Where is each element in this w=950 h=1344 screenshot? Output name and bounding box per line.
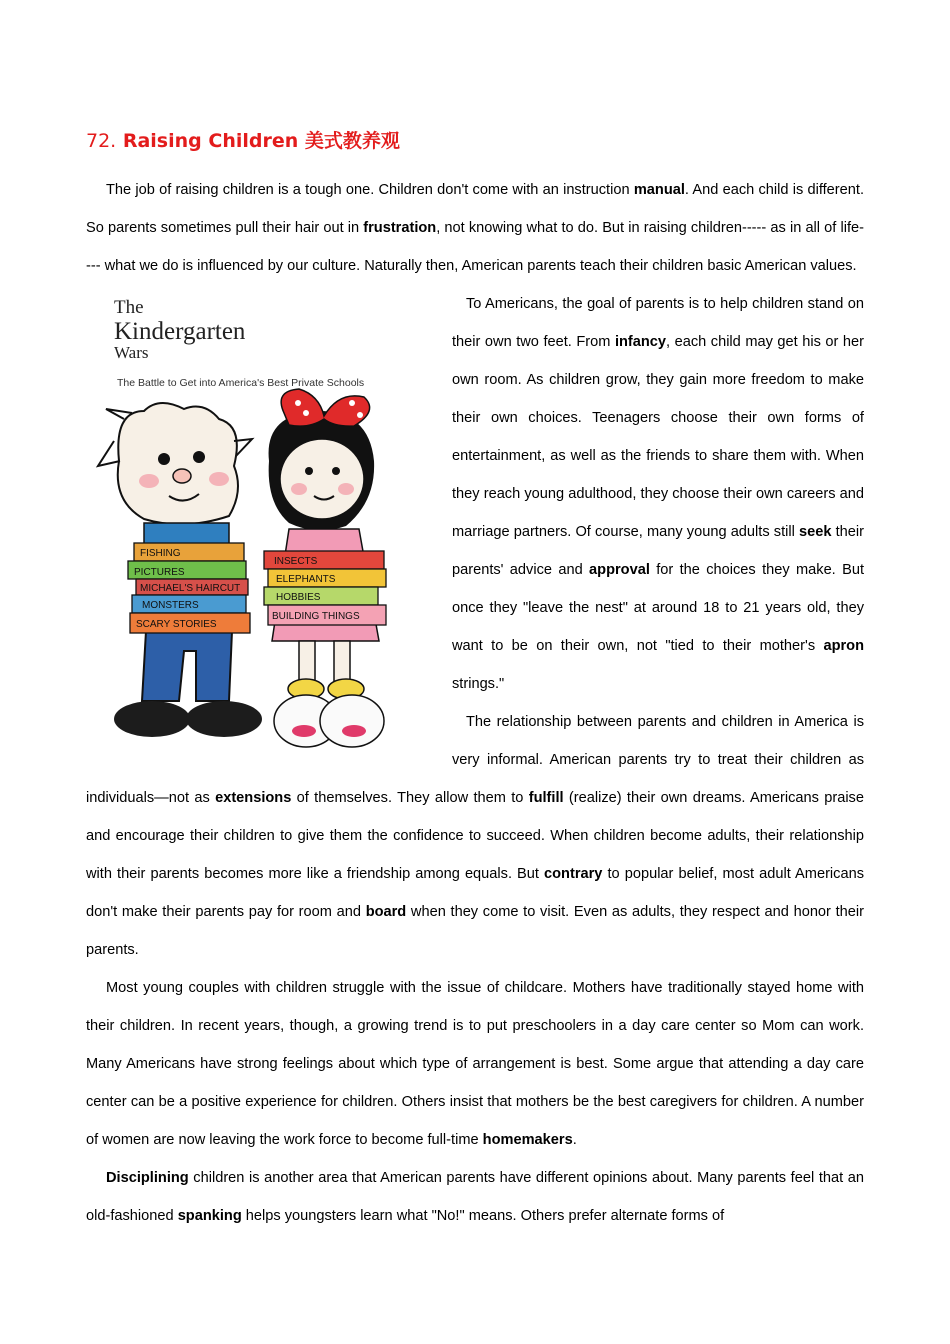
article-body <box>86 171 864 1235</box>
p2-text-g: for the choices they make. But once they "leave the nest" at around 18 to 21 years old, they want to be on their own, not "tied to their mother's <box>452 562 864 654</box>
p2-text-c: , each child may get his or her own room. As children grow, they gain more freedom to make their own choices. Teenagers choose their own forms of entertainment, as well as the friends to share them with. When they reach young adulthood, they choose their own careers and marriage partners. Of course, many young adults still <box>452 334 864 540</box>
p1-text-e: , not knowing what to do. But in raising children----- as in all of life---- what we do is influenced by our culture. Naturally then, American parents teach their children basic American values. <box>86 220 864 274</box>
book-subtitle: The Battle to Get into America's Best Private Schools <box>117 377 365 389</box>
keyword-seek: seek <box>798 524 832 540</box>
girl-book-stack <box>264 551 386 625</box>
p1-text-c: . And each child is different. So parents sometimes pull their hair out in <box>86 182 864 236</box>
p5-text-d: helps youngsters learn what "No!" means. Others prefer alternate forms of <box>241 1208 725 1224</box>
book-fishing: FISHING <box>140 548 181 559</box>
keyword-disciplining: Disciplining <box>106 1170 189 1186</box>
keyword-approval: approval <box>589 562 650 578</box>
paragraph-4 <box>86 969 864 1159</box>
keyword-manual: manual <box>633 182 685 198</box>
p3-text-g: to popular belief, most adult Americans don't make their parents pay for room and <box>86 866 864 920</box>
boy-book-stack <box>128 543 250 633</box>
book-title-line-3: Wars <box>114 343 149 362</box>
title-number: 72. <box>86 130 117 152</box>
book-pictures: PICTURES <box>134 567 185 578</box>
keyword-contrary: contrary <box>544 866 603 882</box>
book-hobbies: HOBBIES <box>276 592 321 603</box>
keyword-board: board <box>365 904 407 920</box>
title-text: Raising Children 美式教养观 <box>122 130 400 152</box>
p4-text-c: . <box>572 1132 577 1148</box>
page-title <box>86 126 400 153</box>
p2-text-a: To Americans, the goal of parents is to help children stand on their own two feet. From <box>452 296 864 350</box>
p1-text-a: The job of raising children is a tough one. Children don't come with an instruction <box>106 182 634 198</box>
book-monsters: MONSTERS <box>142 600 199 611</box>
p3-text-i: when they come to visit. Even as adults, they respect and honor their parents. <box>86 904 864 958</box>
p2-text-e: their parents' advice and <box>452 524 864 578</box>
paragraph-5 <box>86 1159 864 1235</box>
book-elephants: ELEPHANTS <box>276 574 336 585</box>
p3-text-e: (realize) their own dreams. Americans praise and encourage their children to give them the confidence to succeed. When children become adults, their relationship with their parents becomes more like a friendship among equals. But <box>86 790 864 882</box>
book-title-line-2: Kindergarten <box>114 318 246 345</box>
paragraph-1 <box>86 171 864 285</box>
keyword-infancy: infancy <box>614 334 667 350</box>
keyword-extensions: extensions <box>215 790 292 806</box>
book-scary-stories: SCARY STORIES <box>136 619 217 630</box>
keyword-frustration: frustration <box>363 220 437 236</box>
p3-text-c: of themselves. They allow them to <box>291 790 529 806</box>
book-cover-illustration <box>84 291 440 759</box>
keyword-apron: apron <box>823 638 864 654</box>
book-insects: INSECTS <box>274 556 318 567</box>
keyword-fulfill: fulfill <box>528 790 564 806</box>
p5-text-b: children is another area that American parents have different opinions about. Many parents feel that an old-fashioned <box>86 1170 864 1224</box>
keyword-homemakers: homemakers <box>482 1132 573 1148</box>
keyword-spanking: spanking <box>177 1208 242 1224</box>
book-building-things: BUILDING THINGS <box>272 611 360 622</box>
book-michaels-haircut: MICHAEL'S HAIRCUT <box>140 583 241 594</box>
p4-text-a: Most young couples with children struggle with the issue of childcare. Mothers have traditionally stayed home with their children. In recent years, though, a growing trend is to put preschoolers in a day care center so Mom can work. Many Americans have strong feelings about which type of arrangement is best. Some argue that attending a day care center can be a positive experience for children. Others insist that mothers be the best caregivers for children. A number of women are now leaving the work force to become full-time <box>86 980 864 1148</box>
book-title-line-1: The <box>114 297 144 318</box>
p2-text-i: strings." <box>452 676 505 692</box>
p3-text-a: The relationship between parents and children in America is very informal. American parents try to treat their children as individuals—not as <box>86 714 864 806</box>
